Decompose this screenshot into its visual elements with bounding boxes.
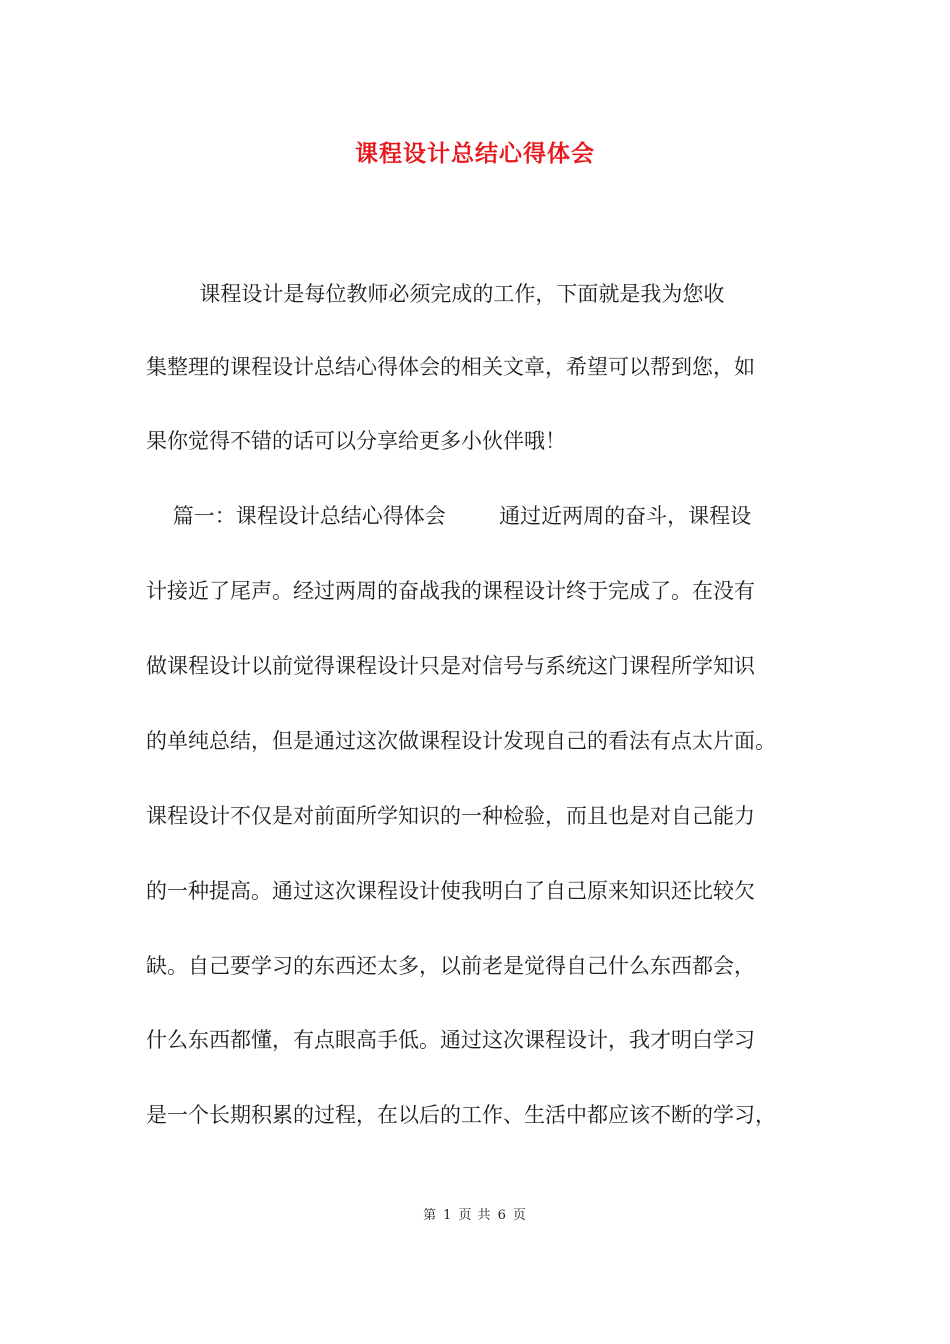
- document-title: 课程设计总结心得体会: [355, 140, 595, 167]
- body-line: 是一个长期积累的过程，在以后的工作、生活中都应该不断的学习，: [146, 1103, 776, 1127]
- body-line: 做课程设计以前觉得课程设计只是对信号与系统这门课程所学知识: [146, 654, 755, 678]
- body-line: 课程设计是每位教师必须完成的工作，下面就是我为您收: [146, 282, 725, 306]
- body-line: 的一种提高。通过这次课程设计使我明白了自己原来知识还比较欠: [146, 879, 755, 903]
- footer-total-pages: 6: [497, 1208, 507, 1223]
- page-footer: [0, 1206, 950, 1226]
- body-line: 篇一：课程设计总结心得体会 通过近两周的奋斗，课程设: [146, 504, 752, 528]
- footer-current-page: 1: [443, 1208, 453, 1223]
- body-line: 的单纯总结，但是通过这次做课程设计发现自己的看法有点太片面。: [146, 729, 776, 753]
- footer-middle: 页 共: [458, 1208, 492, 1223]
- body-line: 课程设计不仅是对前面所学知识的一种检验，而且也是对自己能力: [146, 804, 755, 828]
- body-line: 果你觉得不错的话可以分享给更多小伙伴哦！: [146, 429, 566, 453]
- body-line: 什么东西都懂，有点眼高手低。通过这次课程设计，我才明白学习: [146, 1028, 755, 1052]
- body-line: 集整理的课程设计总结心得体会的相关文章，希望可以帮到您，如: [146, 355, 755, 379]
- body-line: 计接近了尾声。经过两周的奋战我的课程设计终于完成了。在没有: [146, 579, 755, 603]
- body-line: 缺。自己要学习的东西还太多，以前老是觉得自己什么东西都会，: [146, 954, 755, 978]
- footer-prefix: 第: [423, 1208, 438, 1223]
- footer-suffix: 页: [512, 1208, 527, 1223]
